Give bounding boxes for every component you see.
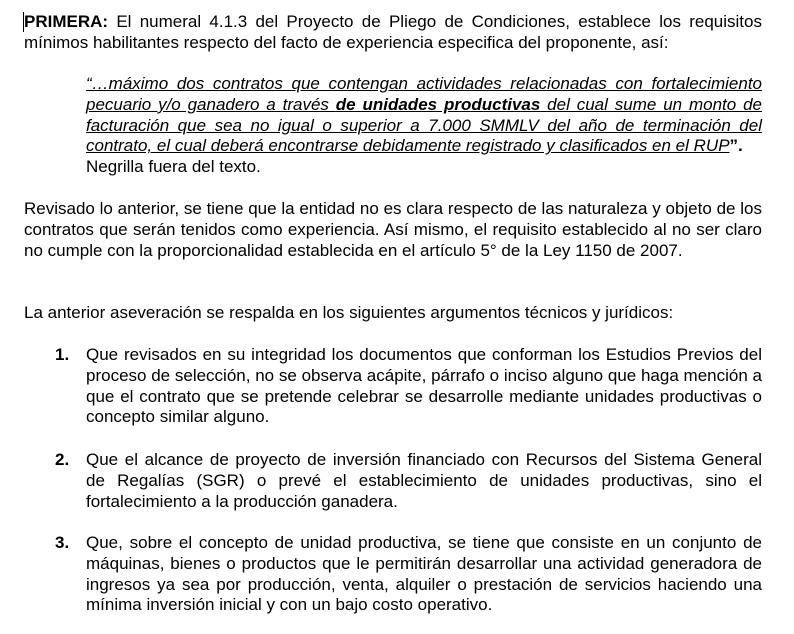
quote-text-part1: “…máximo dos contratos que contengan actividades relacionadas con fortalecimiento pecuario y/o ganadero a través	[86, 74, 762, 114]
list-item-number: 1.	[55, 345, 70, 364]
quote-end: ”.	[729, 136, 743, 156]
paragraph-aseveracion: La anterior aseveración se respalda en los siguientes argumentos técnicos y jurídicos:	[24, 303, 674, 322]
primera-text: El numeral 4.1.3 del Proyecto de Pliego de Condiciones, establece los requisitos mínimos habilitantes respecto del facto de experiencia especifica del proponente, así:	[24, 12, 762, 52]
list-item-text: Que, sobre el concepto de unidad productiva, se tiene que consiste en un conjunto de máquinas, bienes o productos que le permitirán desarrollar una actividad generadora de ingresos ya sea por producción, venta, alquiler o prestación de servicios haciendo una mínima inversión inicial y con un bajo costo operativo.	[86, 533, 762, 615]
list-item-text: Que revisados en su integridad los documentos que conforman los Estudios Previos del proceso de selección, no se observa acápite, párrafo o inciso alguno que haga mención a que el contrato que se pretende celebrar se desarrolle mediante unidades productivas o concepto similar alguno.	[86, 345, 762, 427]
quote-note: Negrilla fuera del texto.	[86, 157, 261, 177]
paragraph-primera	[24, 12, 762, 54]
list-item-text: Que el alcance de proyecto de inversión financiado con Recursos del Sistema General de Regalías (SGR) o prevé el establecimiento de unidades productivas, sino el fortalecimiento a la producción ganadera.	[86, 450, 762, 511]
quote-text-bold: de unidades productivas	[335, 94, 541, 114]
list-item-number: 3.	[55, 533, 70, 552]
list-item-number: 2.	[55, 450, 70, 469]
paragraph-revisado: Revisado lo anterior, se tiene que la entidad no es clara respecto de las naturaleza y objeto de los contratos que serán tenidos como experiencia. Así mismo, el requisito establecido al no ser claro no cumple con la proporcionalidad establecida en el artículo 5° de la Ley 1150 de 2007.	[24, 199, 762, 260]
primera-label: PRIMERA:	[24, 12, 109, 31]
quote-text-part2: del cual sume un monto de facturación que sea no igual o superior a 7.000 SMMLV del año de terminación del contrato, el cual deberá encontrarse debidamente registrado y clasificados en el RUP	[86, 94, 762, 156]
quoted-requirement	[86, 74, 762, 178]
